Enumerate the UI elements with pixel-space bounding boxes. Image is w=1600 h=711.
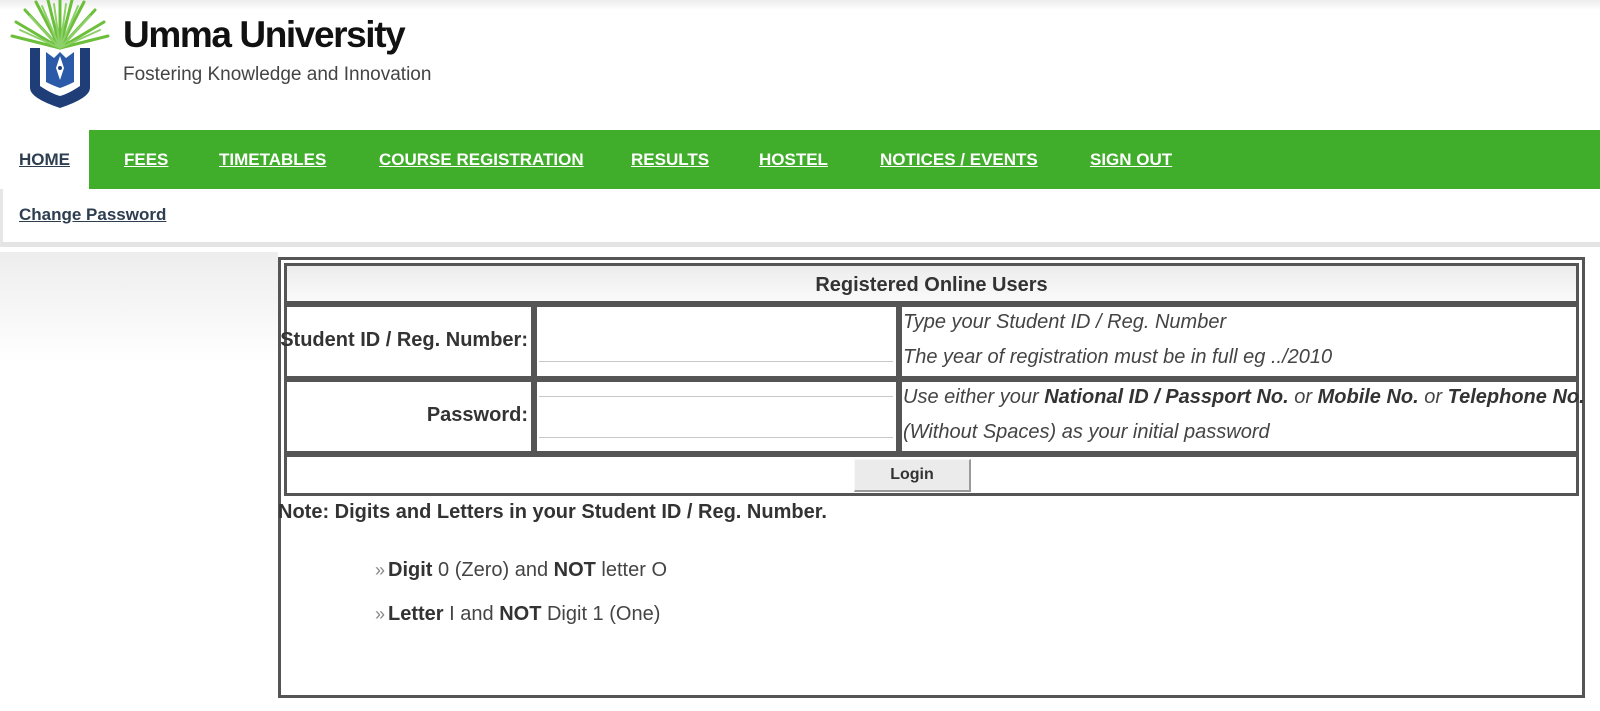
student-id-help-line2: The year of registration must be in full eg ../2010	[903, 346, 1333, 368]
sub-navbar	[0, 189, 1600, 247]
password-label: Password:	[426, 404, 528, 426]
nav-item-course-registration[interactable]: COURSE REGISTRATION	[379, 150, 584, 169]
note-item-lead: Letter	[388, 603, 444, 625]
note-item-not: NOT	[553, 559, 596, 581]
note-heading: Note: Digits and Letters in your Student ID / Reg. Number.	[278, 501, 827, 523]
password-help-cell	[899, 379, 1585, 454]
note-item-text: Digit 1 (One)	[546, 603, 661, 625]
login-form-table	[280, 260, 1585, 498]
password-input[interactable]	[539, 399, 893, 438]
sidebar-shade	[0, 252, 278, 362]
note-item-text: letter O	[601, 559, 667, 581]
password-help-prefix: Use either your	[903, 386, 1039, 408]
password-field-top-border	[539, 396, 893, 397]
student-id-input-cell	[534, 304, 899, 379]
note-item-text: I and	[449, 603, 494, 625]
password-label-cell	[284, 379, 534, 454]
nav-item-results[interactable]: RESULTS	[631, 150, 710, 169]
password-help-mobile: Mobile No.	[1317, 386, 1419, 408]
student-id-input[interactable]	[539, 323, 893, 362]
nav-item-home[interactable]: HOME	[0, 130, 89, 189]
password-help-line1	[903, 386, 1585, 409]
password-help-or-2: or	[1424, 386, 1443, 408]
site-header	[0, 0, 1600, 130]
note-item-lead: Digit	[388, 559, 433, 581]
login-button[interactable]: Login	[854, 459, 971, 492]
note-item-not: NOT	[499, 603, 542, 625]
note-item	[375, 603, 660, 626]
note-item-text: 0 (Zero) and	[438, 559, 549, 581]
nav-item-fees[interactable]: FEES	[124, 150, 169, 169]
login-table-header	[284, 263, 1579, 304]
student-id-label: Student ID / Reg. Number:	[280, 329, 528, 351]
login-button-row	[284, 454, 1579, 496]
student-id-help-cell	[899, 304, 1579, 379]
main-navbar	[0, 130, 1600, 189]
nav-item-notices-events[interactable]: NOTICES / EVENTS	[880, 150, 1038, 169]
change-password-link[interactable]: Change Password	[19, 205, 167, 224]
umma-university-logo-icon	[8, 0, 113, 115]
nav-item-hostel[interactable]: HOSTEL	[759, 150, 828, 169]
site-title: Umma University	[123, 14, 405, 55]
password-help-line2: (Without Spaces) as your initial password	[903, 421, 1270, 443]
nav-item-sign-out[interactable]: SIGN OUT	[1090, 150, 1173, 169]
student-id-help-line1: Type your Student ID / Reg. Number	[903, 311, 1227, 333]
nav-item-timetables[interactable]: TIMETABLES	[219, 150, 327, 169]
note-item	[375, 559, 667, 582]
password-help-or-1: or	[1294, 386, 1313, 408]
student-id-label-cell	[280, 304, 534, 379]
password-help-telephone: Telephone No.	[1447, 386, 1585, 408]
site-tagline: Fostering Knowledge and Innovation	[123, 64, 432, 85]
bullet-arrow-icon: »	[375, 604, 386, 624]
bullet-arrow-icon: »	[375, 560, 386, 580]
login-panel	[278, 257, 1585, 698]
login-title: Registered Online Users	[815, 274, 1048, 296]
password-input-cell	[534, 379, 899, 454]
password-help-national-id: National ID / Passport No.	[1044, 386, 1289, 408]
